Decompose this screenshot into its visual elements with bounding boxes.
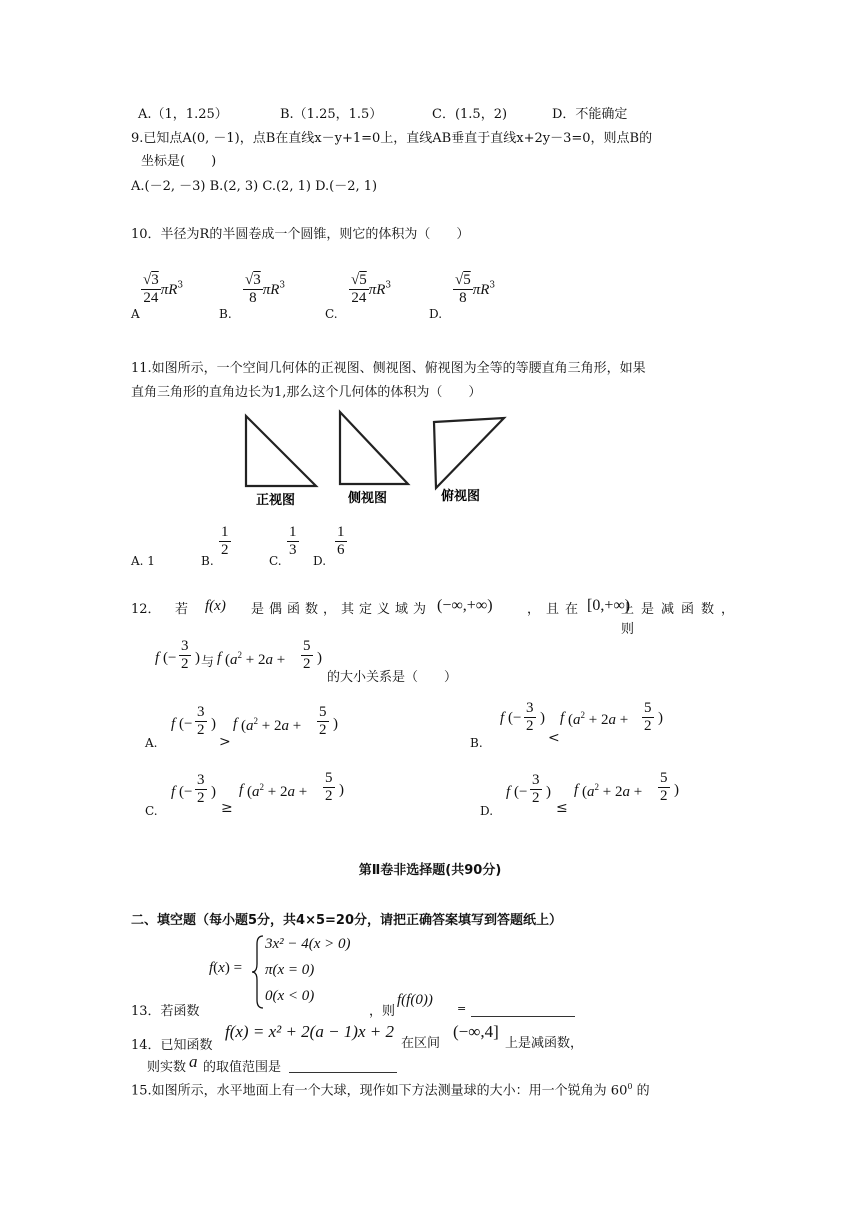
q12-number: 12． [131, 602, 161, 617]
q14-interval: (−∞,4] [453, 1022, 499, 1041]
q12-domain: (−∞,+∞) [437, 597, 493, 614]
q10-option-a-label: A [131, 307, 140, 321]
q12-option-a-sign: > [219, 734, 231, 750]
side-view-triangle [340, 412, 408, 484]
q11-option-c-fraction: $\frac{1}{3}$ [289, 524, 297, 558]
q14: 14．已知函数 f(x) = x² + 2(a − 1)x + 2 在区间 (−∞,4] 上是减函数， 则实数 a 的取值范围是 [131, 1022, 584, 1075]
q11-option-b-label: B. [201, 554, 214, 568]
q13-piece-1: 3x² − 4(x > 0) [265, 936, 351, 952]
q10-option-d-label: D. [429, 307, 443, 321]
q9-stem-line1: 9.已知点A(0, －1)，点B在直线x－y+1=0上，直线AB垂直于直线x+2y－3=0，则点B的 [131, 131, 653, 146]
q12-fx: f(x) [205, 598, 226, 614]
q13-answer-blank[interactable] [471, 1004, 575, 1017]
q8-option-c: C．(1.5，2) [432, 107, 508, 122]
section-2-title: 第Ⅱ卷非选择题(共90分) [358, 863, 502, 878]
q9-stem-line2: 坐标是( ) [141, 154, 217, 169]
q10-option-c-label: C. [325, 307, 338, 321]
q14-answer-blank[interactable] [289, 1060, 397, 1073]
q10-option-c-formula: $\frac{√5}{24}$ $\pi R^3$ [351, 272, 392, 306]
q10-options [131, 272, 691, 324]
q8-option-b: B.（1.25，1.5） [280, 107, 383, 122]
q11-option-b-fraction: $\frac{1}{2}$ [221, 524, 229, 558]
q13-piece-2: π(x = 0) [265, 962, 315, 978]
q11-option-d-label: D. [313, 554, 327, 568]
side-view-label: 侧视图 [348, 491, 388, 506]
section-2-heading: 二、填空题（每小题5分，共4×5=20分，请把正确答案填写到答题纸上） [131, 913, 563, 928]
q10-option-d-formula: $\frac{√5}{8}$ $\pi R^3$ [455, 272, 496, 306]
q14-var-a: a [189, 1052, 198, 1071]
q10-stem: 10．半径为R的半圆卷成一个圆锥，则它的体积为（ ） [131, 227, 470, 242]
q11-option-a: A. 1 [131, 554, 155, 568]
q12-option-d: D. f (− $\frac{3}{2}$ ) ≤ f ($a^2 + 2a$ + $\frac{5}{2}$ ) [480, 770, 679, 818]
q11-stem-line1: 11.如图所示，一个空间几何体的正视图、侧视图、俯视图为全等的等腰直角三角形，如果 [131, 361, 646, 376]
q8-option-d: D．不能确定 [552, 107, 628, 122]
q12-option-c: C. f (− $\frac{3}{2}$ ) ≥ f ($a^2 + 2a$ + $\frac{5}{2}$ ) [145, 770, 344, 818]
top-view-label: 俯视图 [441, 489, 481, 504]
q12-option-b-sign: < [548, 730, 560, 746]
q13-prefix: 13．若函数 [131, 1004, 200, 1019]
q12-option-b: B. f (− $\frac{3}{2}$ ) < f ($a^2 + 2a$ + $\frac{5}{2}$ ) [470, 700, 663, 750]
q12-option-d-sign: ≤ [556, 800, 568, 816]
q11-option-d-fraction: $\frac{1}{6}$ [337, 524, 345, 558]
q12-comparison-expression: f (− $\frac{3}{2}$ ) 与 f ($a^2 + 2a$ + $\frac{5}{2}$ ) 的大小关系是（ ） [155, 638, 458, 685]
q10-option-b-formula: $\frac{√3}{8}$ $\pi R^3$ [245, 272, 286, 306]
q11-stem-line2: 直角三角形的直角边长为1,那么这个几何体的体积为（ ） [131, 385, 482, 400]
q14-function: f(x) = x² + 2(a − 1)x + 2 [225, 1022, 394, 1041]
front-view-label: 正视图 [256, 493, 296, 508]
q10-option-a-formula: $\frac{√3}{24}$ $\pi R^3$ [143, 272, 184, 306]
q12-cmp-suffix: 的大小关系是（ ） [327, 670, 458, 685]
q13-piecewise-brace [251, 934, 265, 1010]
q12-interval: [0,+∞) [587, 597, 631, 614]
q13: 13．若函数 f(x) = 3x² − 4(x > 0) π(x = 0) 0(x < 0) ，则 f(f(0)) = [131, 930, 731, 1018]
q12-option-c-sign: ≥ [221, 800, 233, 816]
q9-options: A.(－2, －3) B.(2, 3) C.(2, 1) D.(－2, 1) [131, 179, 378, 194]
q13-ask: f(f(0)) [397, 992, 433, 1008]
front-view-triangle [246, 416, 316, 486]
q11-three-views-figure [236, 404, 516, 514]
q12-option-a: A. f (− $\frac{3}{2}$ ) > f ($a^2 + 2a$ + $\frac{5}{2}$ ) [145, 704, 338, 750]
q11-option-c-label: C. [269, 554, 282, 568]
q13-piece-3: 0(x < 0) [265, 988, 315, 1004]
q8-option-a: A.（1，1.25） [138, 107, 228, 122]
q15-stem: 15.如图所示，水平地面上有一个大球，现作如下方法测量球的大小：用一个锐角为 $60^0$ 的 [131, 1082, 650, 1099]
q10-option-b-label: B. [219, 307, 232, 321]
top-view-triangle [434, 418, 504, 488]
q12-stem: 12． 若 f(x) 是偶函数，其定义域为 (−∞,+∞) ，且在 [0,+∞) 上是减函数，则 [131, 597, 742, 637]
q11-options [131, 522, 431, 572]
